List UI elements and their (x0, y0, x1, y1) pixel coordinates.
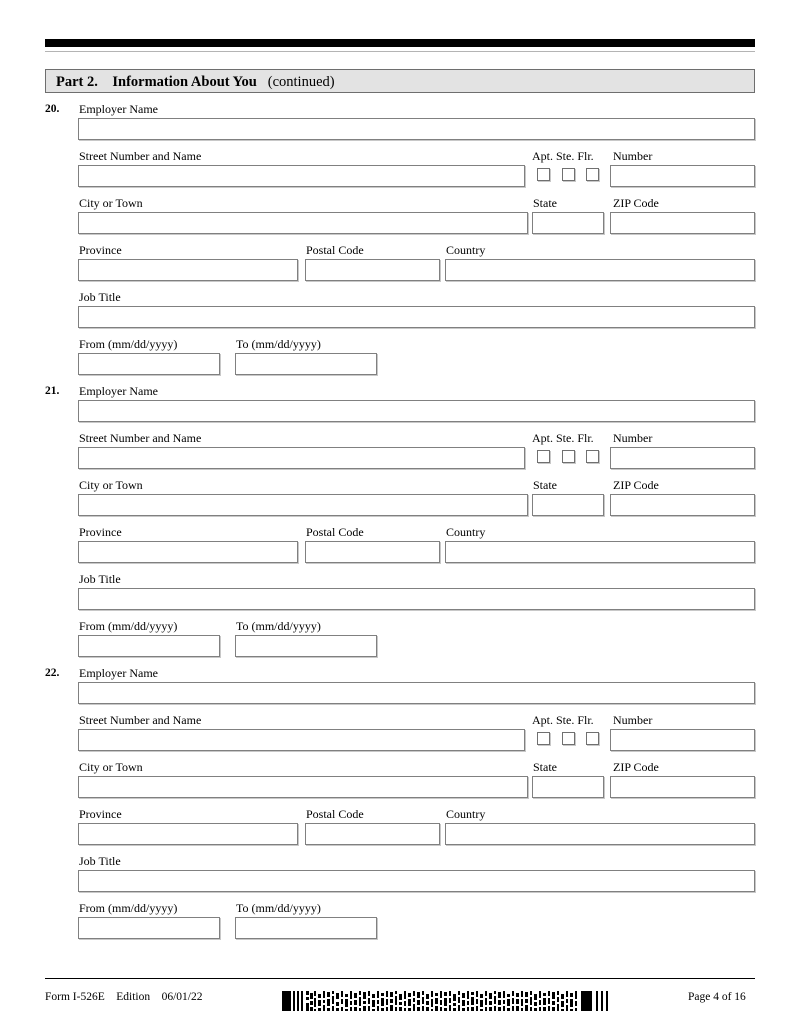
label-date-to-20: To (mm/dd/yyyy) (236, 337, 321, 351)
input-number-21[interactable] (610, 447, 755, 469)
input-job-title-21[interactable] (78, 588, 755, 610)
label-city-21: City or Town (79, 478, 143, 492)
label-date-from-20: From (mm/dd/yyyy) (79, 337, 178, 351)
label-street-20: Street Number and Name (79, 149, 202, 163)
input-zip-20[interactable] (610, 212, 755, 234)
input-employer-name-22[interactable] (78, 682, 755, 704)
input-postal-20[interactable] (305, 259, 440, 281)
input-country-21[interactable] (445, 541, 755, 563)
input-postal-22[interactable] (305, 823, 440, 845)
label-apt-ste-flr-20: Apt. Ste. Flr. (532, 149, 594, 163)
checkbox-apt-20[interactable] (537, 168, 550, 181)
label-zip-22: ZIP Code (613, 760, 659, 774)
input-employer-name-21[interactable] (78, 400, 755, 422)
label-number-21: Number (613, 431, 653, 445)
2d-barcode (282, 991, 612, 1011)
input-zip-21[interactable] (610, 494, 755, 516)
part-continued-note: (continued) (267, 74, 335, 90)
input-country-20[interactable] (445, 259, 755, 281)
label-province-22: Province (79, 807, 122, 821)
label-country-22: Country (446, 807, 486, 821)
label-street-21: Street Number and Name (79, 431, 202, 445)
checkbox-ste-20[interactable] (562, 168, 575, 181)
label-country-20: Country (446, 243, 486, 257)
input-date-from-21[interactable] (78, 635, 220, 657)
footer-edition-date: 06/01/22 (161, 991, 203, 1003)
input-number-20[interactable] (610, 165, 755, 187)
label-city-20: City or Town (79, 196, 143, 210)
label-date-to-21: To (mm/dd/yyyy) (236, 619, 321, 633)
item-number-21: 21. (45, 385, 60, 397)
top-divider-bar (45, 39, 755, 47)
input-employer-name-20[interactable] (78, 118, 755, 140)
label-date-from-22: From (mm/dd/yyyy) (79, 901, 178, 915)
label-province-20: Province (79, 243, 122, 257)
item-number-20: 20. (45, 103, 60, 115)
input-city-22[interactable] (78, 776, 528, 798)
input-street-20[interactable] (78, 165, 525, 187)
label-state-21: State (533, 478, 557, 492)
label-postal-20: Postal Code (306, 243, 364, 257)
footer-page-number: Page 4 of 16 (688, 991, 746, 1003)
input-date-from-22[interactable] (78, 917, 220, 939)
label-employer-name-21: Employer Name (79, 384, 158, 398)
label-zip-20: ZIP Code (613, 196, 659, 210)
input-city-21[interactable] (78, 494, 528, 516)
label-number-22: Number (613, 713, 653, 727)
footer-form-id: Form I-526E (45, 991, 105, 1003)
input-state-22[interactable] (532, 776, 604, 798)
input-date-to-20[interactable] (235, 353, 377, 375)
checkbox-flr-20[interactable] (586, 168, 599, 181)
label-postal-22: Postal Code (306, 807, 364, 821)
input-postal-21[interactable] (305, 541, 440, 563)
part-header-text (56, 72, 335, 92)
footer-edition-label: Edition (116, 991, 151, 1003)
checkbox-ste-21[interactable] (562, 450, 575, 463)
footer-form-info (45, 991, 203, 1003)
part-2-header (45, 69, 755, 93)
part-label: Part 2. (56, 74, 98, 90)
checkbox-apt-22[interactable] (537, 732, 550, 745)
top-thin-rule (45, 51, 755, 52)
label-number-20: Number (613, 149, 653, 163)
input-street-22[interactable] (78, 729, 525, 751)
label-apt-ste-flr-22: Apt. Ste. Flr. (532, 713, 594, 727)
item-number-22: 22. (45, 667, 60, 679)
input-state-20[interactable] (532, 212, 604, 234)
label-state-22: State (533, 760, 557, 774)
checkbox-apt-21[interactable] (537, 450, 550, 463)
label-postal-21: Postal Code (306, 525, 364, 539)
label-country-21: Country (446, 525, 486, 539)
label-zip-21: ZIP Code (613, 478, 659, 492)
label-employer-name-22: Employer Name (79, 666, 158, 680)
input-date-from-20[interactable] (78, 353, 220, 375)
label-date-from-21: From (mm/dd/yyyy) (79, 619, 178, 633)
checkbox-flr-22[interactable] (586, 732, 599, 745)
input-number-22[interactable] (610, 729, 755, 751)
label-province-21: Province (79, 525, 122, 539)
label-job-title-22: Job Title (79, 854, 121, 868)
input-zip-22[interactable] (610, 776, 755, 798)
input-state-21[interactable] (532, 494, 604, 516)
footer-rule (45, 978, 755, 979)
input-date-to-21[interactable] (235, 635, 377, 657)
label-employer-name-20: Employer Name (79, 102, 158, 116)
input-province-21[interactable] (78, 541, 298, 563)
input-province-22[interactable] (78, 823, 298, 845)
input-city-20[interactable] (78, 212, 528, 234)
checkbox-flr-21[interactable] (586, 450, 599, 463)
part-title: Information About You (112, 74, 257, 90)
input-date-to-22[interactable] (235, 917, 377, 939)
label-apt-ste-flr-21: Apt. Ste. Flr. (532, 431, 594, 445)
label-street-22: Street Number and Name (79, 713, 202, 727)
input-street-21[interactable] (78, 447, 525, 469)
input-province-20[interactable] (78, 259, 298, 281)
label-date-to-22: To (mm/dd/yyyy) (236, 901, 321, 915)
checkbox-ste-22[interactable] (562, 732, 575, 745)
input-job-title-20[interactable] (78, 306, 755, 328)
input-country-22[interactable] (445, 823, 755, 845)
label-city-22: City or Town (79, 760, 143, 774)
input-job-title-22[interactable] (78, 870, 755, 892)
label-job-title-20: Job Title (79, 290, 121, 304)
label-state-20: State (533, 196, 557, 210)
label-job-title-21: Job Title (79, 572, 121, 586)
